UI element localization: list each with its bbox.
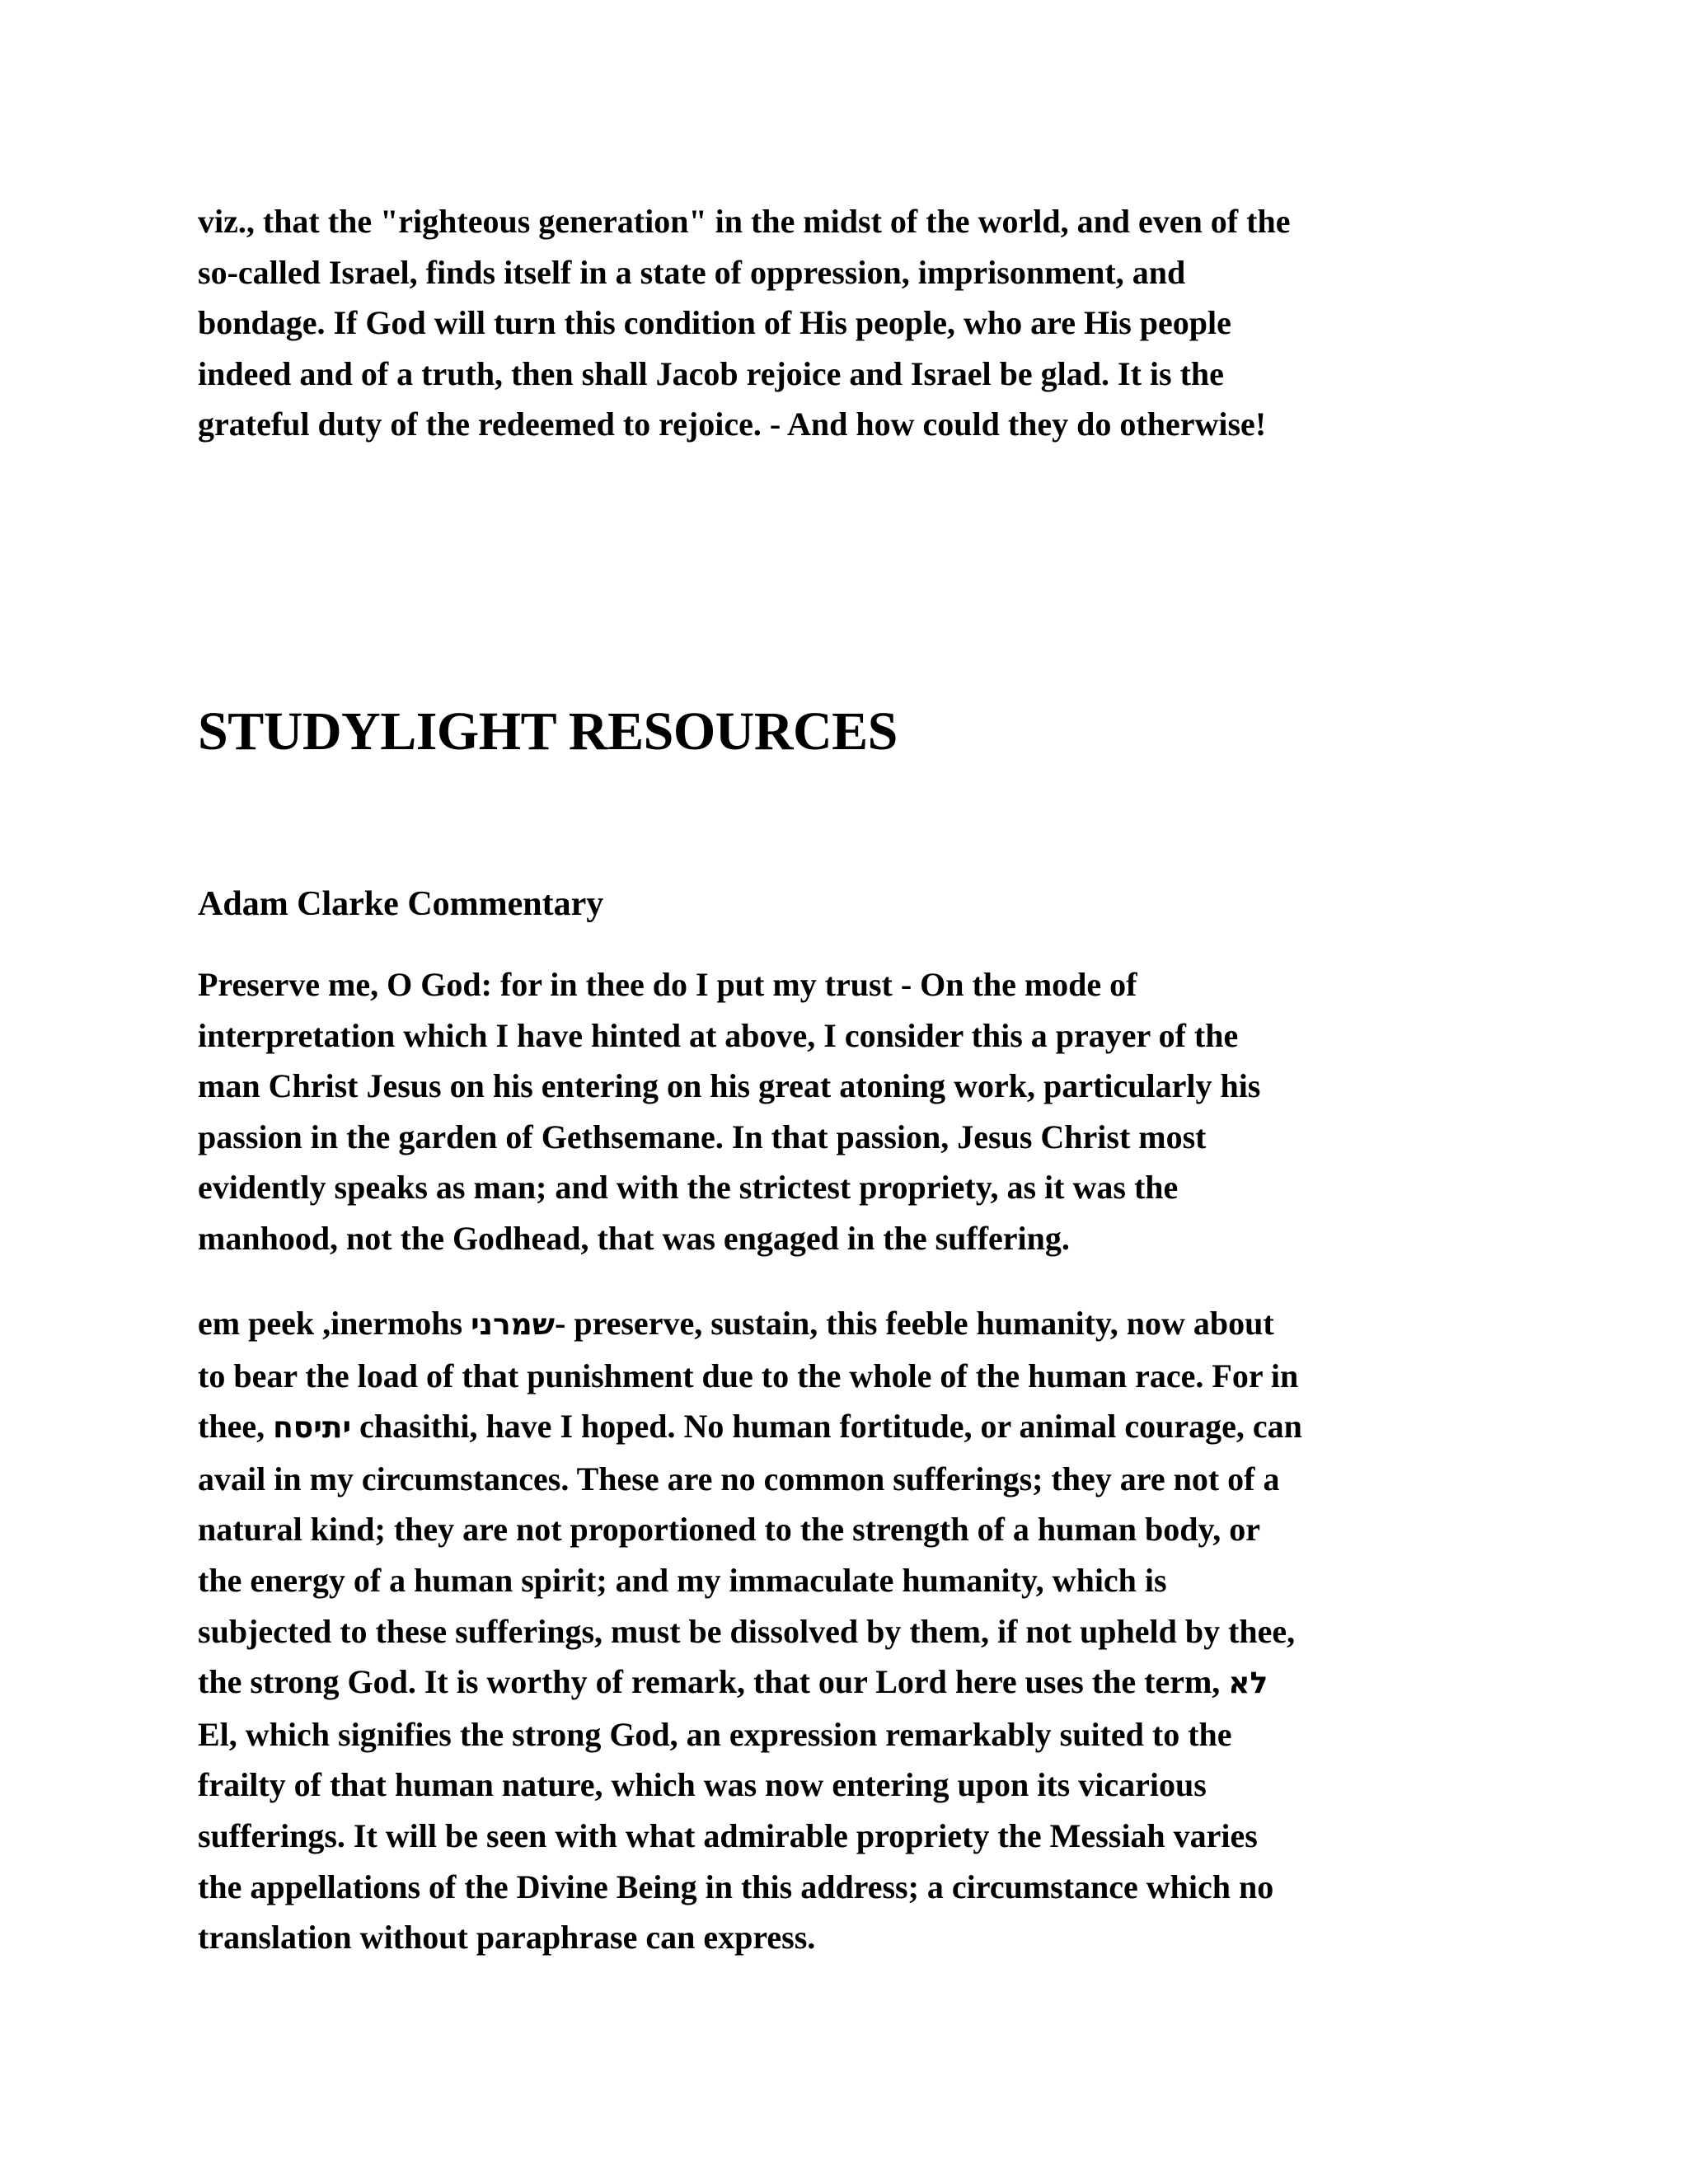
text-line: frailty of that human nature, which was now entering upon its vicarious bbox=[198, 1766, 1207, 1804]
text-line: translation without paraphrase can express. bbox=[198, 1919, 816, 1957]
intro-paragraph bbox=[198, 196, 1508, 450]
text-fragment: chasithi, have I hoped. No human fortitude, or animal courage, can bbox=[351, 1408, 1302, 1446]
text-line: bondage. If God will turn this condition of His people, who are His people bbox=[198, 304, 1231, 342]
text-line: the energy of a human spirit; and my immaculate humanity, which is bbox=[198, 1561, 1167, 1599]
text-fragment: thee, bbox=[198, 1408, 274, 1446]
text-line bbox=[198, 1401, 1508, 1454]
clarke-first-paragraph bbox=[198, 959, 1508, 1264]
text-line: El, which signifies the strong God, an expression remarkably suited to the bbox=[198, 1715, 1232, 1753]
text-line bbox=[198, 1657, 1508, 1709]
text-fragment: the strong God. It is worthy of remark, that our Lord here uses the term, bbox=[198, 1663, 1229, 1701]
hebrew-word: יתיסח bbox=[273, 1411, 352, 1446]
text-line: the appellations of the Divine Being in this address; a circumstance which no bbox=[198, 1868, 1274, 1905]
text-line: man Christ Jesus on his entering on his great atoning work, particularly his bbox=[198, 1067, 1261, 1105]
text-line: Preserve me, O God: for in thee do I put my trust - On the mode of bbox=[198, 966, 1137, 1003]
hebrew-word: לא bbox=[1228, 1666, 1268, 1701]
commentary-title: Adam Clarke Commentary bbox=[198, 885, 604, 923]
clarke-second-paragraph bbox=[198, 1298, 1508, 1963]
text-line: viz., that the "righteous generation" in the midst of the world, and even of the bbox=[198, 203, 1291, 240]
section-heading: STUDYLIGHT RESOURCES bbox=[198, 701, 898, 762]
text-line: to bear the load of that punishment due to the whole of the human race. For in bbox=[198, 1357, 1299, 1394]
text-fragment: em peek ,inermohs bbox=[198, 1305, 471, 1342]
hebrew-word: שמרני bbox=[471, 1308, 556, 1342]
text-line: indeed and of a truth, then shall Jacob rejoice and Israel be glad. It is the bbox=[198, 354, 1224, 392]
text-line: avail in my circumstances. These are no common sufferings; they are not of a bbox=[198, 1460, 1280, 1497]
text-line bbox=[198, 1298, 1508, 1351]
text-line: sufferings. It will be seen with what admirable propriety the Messiah varies bbox=[198, 1816, 1258, 1854]
text-line: subjected to these sufferings, must be dissolved by them, if not upheld by thee, bbox=[198, 1612, 1296, 1650]
text-line: grateful duty of the redeemed to rejoice. - And how could they do otherwise! bbox=[198, 405, 1267, 443]
text-line: interpretation which I have hinted at above, I consider this a prayer of the bbox=[198, 1016, 1239, 1054]
text-line: passion in the garden of Gethsemane. In that passion, Jesus Christ most bbox=[198, 1118, 1207, 1155]
text-fragment: - preserve, sustain, this feeble humanity, now about bbox=[555, 1305, 1274, 1342]
text-line: natural kind; they are not proportioned to the strength of a human body, or bbox=[198, 1511, 1261, 1549]
text-line: evidently speaks as man; and with the strictest propriety, as it was the bbox=[198, 1169, 1179, 1207]
text-line: so-called Israel, finds itself in a state of oppression, imprisonment, and bbox=[198, 253, 1186, 291]
text-line: manhood, not the Godhead, that was engaged in the suffering. bbox=[198, 1219, 1070, 1257]
